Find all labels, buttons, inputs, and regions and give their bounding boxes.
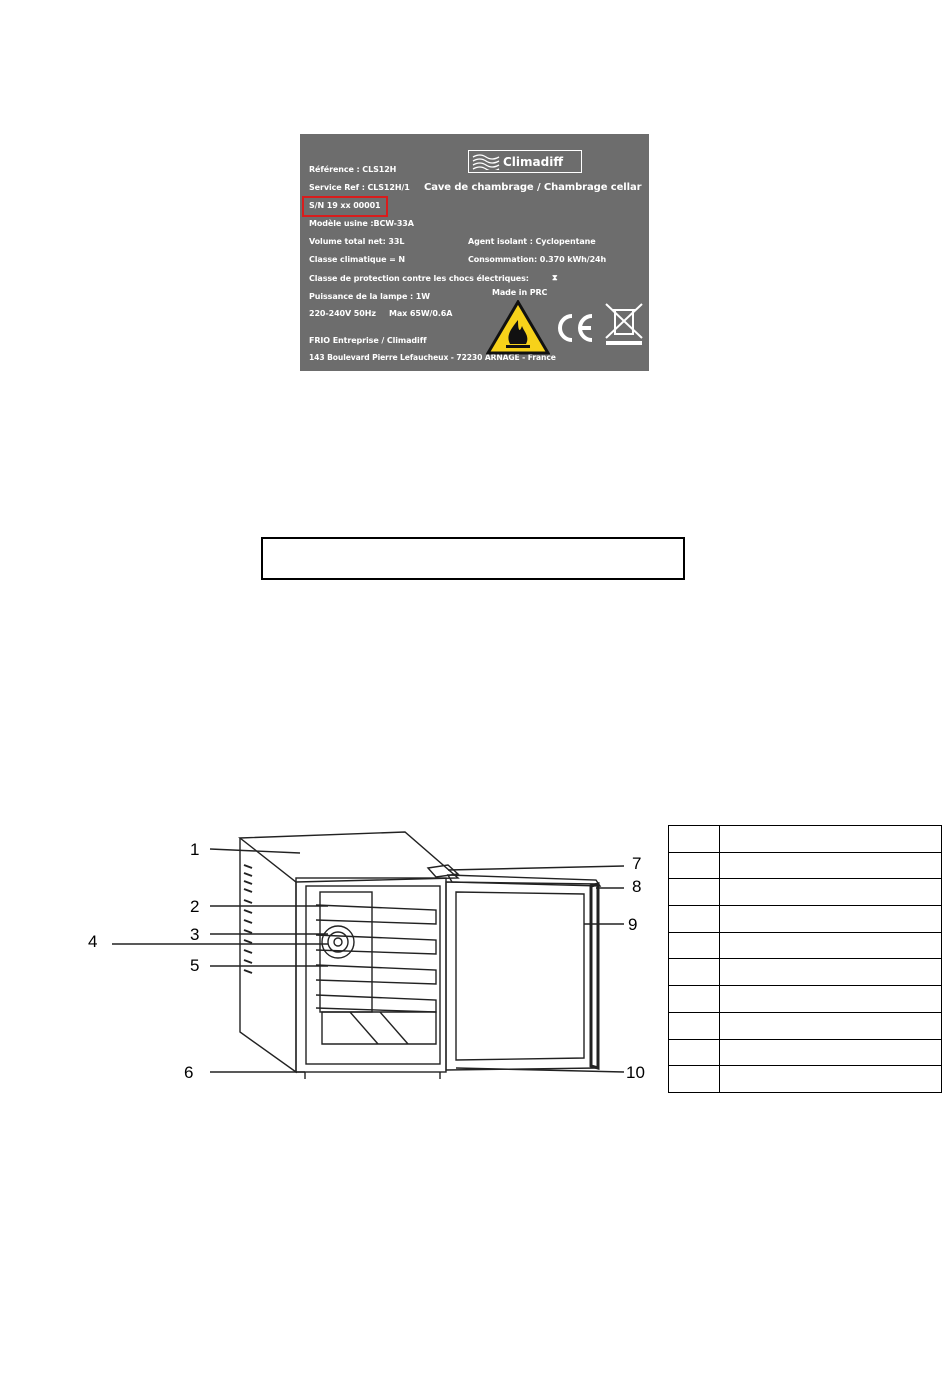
insulation-text: Agent isolant : Cyclopentane <box>468 237 596 246</box>
ce-mark-icon <box>554 312 596 344</box>
callout-7: 7 <box>632 854 642 873</box>
legend-row <box>669 959 942 986</box>
product-title: Cave de chambrage / Chambrage cellar <box>424 182 642 193</box>
protection-class-symbol: ⧗ <box>552 273 558 282</box>
legend-description-cell <box>720 826 942 853</box>
legend-number-cell <box>669 879 720 906</box>
legend-description-cell <box>720 1012 942 1039</box>
flammable-warning-icon <box>486 300 550 355</box>
legend-row <box>669 986 942 1013</box>
lamp-power-text: Puissance de la lampe : 1W <box>309 292 430 301</box>
service-ref-text: Service Ref : CLS12H/1 <box>309 183 410 192</box>
company-text: FRIO Entreprise / Climadiff <box>309 336 427 345</box>
wine-cooler-diagram <box>0 800 670 1100</box>
volume-text: Volume total net: 33L <box>309 237 405 246</box>
parts-legend-table <box>668 825 942 1093</box>
legend-number-cell <box>669 1066 720 1093</box>
legend-number-cell <box>669 826 720 853</box>
legend-description-cell <box>720 879 942 906</box>
reference-text: Référence : CLS12H <box>309 165 397 174</box>
protection-class-text: Classe de protection contre les chocs électriques: <box>309 274 529 283</box>
logo-waves-icon <box>472 153 500 170</box>
legend-number-cell <box>669 959 720 986</box>
legend-description-cell <box>720 852 942 879</box>
legend-row <box>669 1039 942 1066</box>
legend-row <box>669 932 942 959</box>
rating-plate <box>300 134 649 371</box>
callout-4: 4 <box>88 932 98 951</box>
weee-crossed-bin-icon <box>602 300 646 346</box>
voltage-text: 220-240V 50Hz <box>309 309 376 318</box>
legend-description-cell <box>720 1066 942 1093</box>
legend-number-cell <box>669 1012 720 1039</box>
empty-caption-box <box>261 537 685 580</box>
callout-6: 6 <box>184 1063 194 1082</box>
callout-8: 8 <box>632 877 642 896</box>
factory-model-text: Modèle usine :BCW-33A <box>309 219 414 228</box>
legend-row <box>669 826 942 853</box>
legend-number-cell <box>669 852 720 879</box>
legend-description-cell <box>720 959 942 986</box>
max-power-text: Max 65W/0.6A <box>389 309 453 318</box>
brand-name: Climadiff <box>503 155 564 169</box>
callout-10: 10 <box>626 1063 645 1082</box>
legend-description-cell <box>720 1039 942 1066</box>
made-in-text: Made in PRC <box>492 288 548 297</box>
consumption-text: Consommation: 0.370 kWh/24h <box>468 255 607 264</box>
legend-number-cell <box>669 906 720 933</box>
legend-row <box>669 1066 942 1093</box>
serial-number-text: S/N 19 xx 00001 <box>309 201 381 210</box>
legend-row <box>669 906 942 933</box>
brand-logo <box>468 150 582 173</box>
callout-9: 9 <box>628 915 638 934</box>
legend-number-cell <box>669 932 720 959</box>
legend-description-cell <box>720 986 942 1013</box>
callout-2: 2 <box>190 897 200 916</box>
climate-class-text: Classe climatique = N <box>309 255 405 264</box>
legend-number-cell <box>669 986 720 1013</box>
callout-5: 5 <box>190 956 200 975</box>
legend-description-cell <box>720 932 942 959</box>
legend-number-cell <box>669 1039 720 1066</box>
legend-row <box>669 852 942 879</box>
callout-3: 3 <box>190 925 200 944</box>
legend-row <box>669 879 942 906</box>
address-text: 143 Boulevard Pierre Lefaucheux - 72230 ARNAGE - France <box>309 353 556 362</box>
legend-description-cell <box>720 906 942 933</box>
callout-1: 1 <box>190 840 200 859</box>
legend-row <box>669 1012 942 1039</box>
